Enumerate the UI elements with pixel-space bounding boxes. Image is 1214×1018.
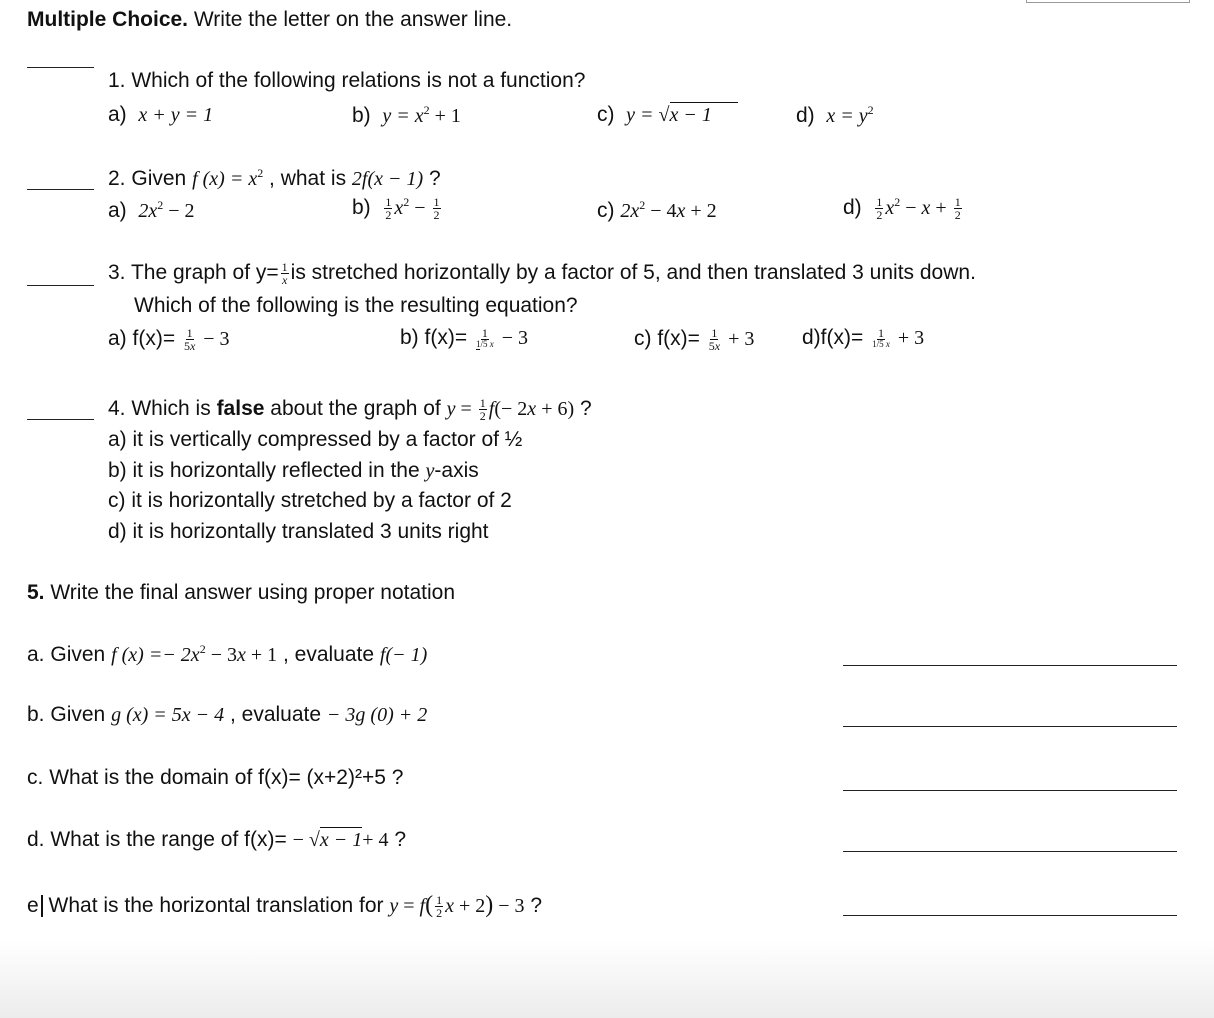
bottom-scroll-fade xyxy=(0,940,1214,1018)
s5-item-a: a. Given f $(x) =- 2x^2 - 3x + 1$ , evaluate f(− 1) xyxy=(27,642,428,666)
q1-option-b: b) $y = x^2 + 1$ xyxy=(352,103,461,127)
q2-option-b: b) $\frac{1}{2}$ $x^2$ − $\frac{1}{2}$ xyxy=(352,195,440,222)
question-2: 2. Given f $(x) = x^2$ , what is 2f(x − 1) ? xyxy=(108,166,441,190)
question-3-line2: Which of the following is the resulting equation? xyxy=(134,294,578,317)
section-5-heading: 5. Write the final answer using proper notation xyxy=(27,581,456,604)
q1-option-d: d) $x = y^2$ xyxy=(796,103,874,127)
q4-option-d: d) it is horizontally translated 3 units right xyxy=(108,520,489,543)
q4-option-c: c) it is horizontally stretched by a factor of 2 xyxy=(108,489,512,512)
question-3: 3. The graph of y= $\frac{1}{x}$ is stretched horizontally by a factor of 5, and then translated 3 units down. xyxy=(108,260,976,287)
q2-option-d: d) $\frac{1}{2}$ $x^2 - x$ + $\frac{1}{2}$ xyxy=(843,195,961,222)
answer-line-5a[interactable] xyxy=(843,665,1177,666)
question-4: 4. Which is false about the graph of y = $\frac{1}{2}$ f(− 2x + 6) ? xyxy=(108,396,592,423)
top-edge-box xyxy=(1026,0,1190,3)
q4-option-a: a) it is vertically compressed by a factor of ½ xyxy=(108,428,523,451)
q3-option-b: b) f(x)= $\frac{1}{1/5 x}$ − 3 xyxy=(400,326,528,350)
answer-blank-q1[interactable] xyxy=(27,67,94,68)
instruction-text: Write the letter on the answer line. xyxy=(193,8,513,31)
answer-blank-q2[interactable] xyxy=(27,189,94,190)
answer-line-5c[interactable] xyxy=(843,790,1177,791)
answer-line-5d[interactable] xyxy=(843,851,1177,852)
answer-line-5b[interactable] xyxy=(843,726,1177,727)
s5-item-b: b. Given g (x) = 5x − 4 , evaluate − 3g (0) + 2 xyxy=(27,703,428,726)
answer-blank-q4[interactable] xyxy=(27,419,94,420)
q3-option-d: d)f(x)= $\frac{1}{1/5 x}$ + 3 xyxy=(802,326,925,350)
s5-item-e: e What is the horizontal translation for y = f( $\frac{1}{2}$ x + 2) − 3 ? xyxy=(27,892,543,920)
answer-line-5e[interactable] xyxy=(843,915,1177,916)
q1-option-a: a) x + y = 1 xyxy=(108,103,214,126)
s5-item-d: d. What is the range of f(x)= − √x − 1+ 4 ? xyxy=(27,828,407,851)
text-cursor xyxy=(41,895,43,917)
q3-option-c: c) f(x)= $\frac{1}{5x}$ + 3 xyxy=(634,326,755,353)
answer-blank-q3[interactable] xyxy=(27,285,94,286)
q2-option-a: a) $2x^2 - 2$ xyxy=(108,198,195,222)
q3-option-a: a) f(x)= $\frac{1}{5x}$ − 3 xyxy=(108,326,230,353)
instructions-line xyxy=(27,9,512,30)
question-1: 1. Which of the following relations is not a function? xyxy=(108,69,586,92)
s5-item-c: c. What is the domain of f(x)= (x+2)²+5 ? xyxy=(27,766,404,789)
q1-option-c: c) y = √x − 1 xyxy=(597,104,738,125)
q4-option-b: b) it is horizontally reflected in the y-axis xyxy=(108,459,479,482)
section-title: Multiple Choice. xyxy=(27,8,189,31)
q2-option-c: c) $2x^2 - 4x + 2$ xyxy=(597,198,717,222)
